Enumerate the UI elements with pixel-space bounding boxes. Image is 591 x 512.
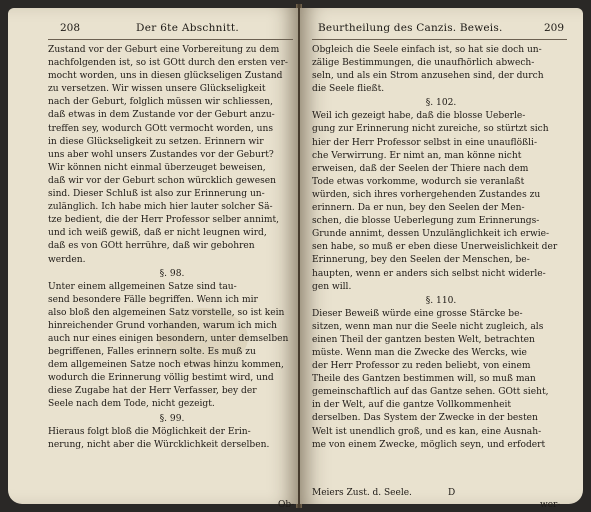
right-page-text <box>312 44 570 452</box>
text-line: begriffenen, Falles erinnern solte. Es muß zu <box>48 347 256 358</box>
left-running-title: Der 6te Abschnitt. <box>136 22 240 34</box>
left-page-number: 208 <box>60 22 81 34</box>
header-rule <box>312 39 567 40</box>
text-line: che Verwirrung. Er nimt an, man könne nicht <box>312 150 522 161</box>
left-page <box>8 8 298 510</box>
text-line: dem allgemeinen Satze noch etwas hinzu kommen, <box>48 360 284 371</box>
text-line: Hieraus folgt bloß die Möglichkeit der Erin- <box>48 426 251 437</box>
text-line: sind. Dieser Schluß ist also zur Erinnerung un- <box>48 189 265 200</box>
text-line: nachfolgenden ist, so ist GOtt durch den ersten ver- <box>48 58 289 69</box>
text-line: me von einem Zwecke, möglich seyn, und erfodert <box>312 439 546 450</box>
text-line: gung zur Erinnerung nicht zureiche, so stürtzt sich <box>312 124 549 135</box>
text-line: zälige Bestimmungen, die unaufhörlich abwech- <box>312 58 535 69</box>
text-line: Zustand vor der Geburt eine Vorbereitung zu dem <box>48 45 280 55</box>
text-line: hinreichender Grund vorhanden, warum ich mich <box>48 320 278 331</box>
text-line: einen Theil der gantzen besten Welt, betrachten <box>312 334 535 345</box>
text-line: daß wir vor der Geburt schon würcklich gewesen <box>48 175 277 186</box>
text-line: würden, sich ihres vorhergehenden Zustandes zu <box>312 189 541 200</box>
right-running-title: Beurtheilung des Canzis. Beweis. <box>318 22 503 34</box>
text-line: Theile des Gantzen bestimmen will, so muß man <box>312 374 536 385</box>
text-line: daß es von GOtt herrühre, daß wir gebohren <box>48 241 255 252</box>
text-line: Erinnerung, bey den Seelen der Menschen, be- <box>312 255 530 266</box>
section-heading: §. 110. <box>425 295 457 306</box>
text-line: Wir können nicht einmal überzeuget beweisen, <box>48 162 266 173</box>
text-line: sen habe, so muß er eben diese Unerweislichkeit der <box>312 242 558 253</box>
text-line: daß etwas in dem Zustande vor der Geburt anzu- <box>48 110 275 121</box>
text-line: wodurch die Erinnerung völlig bestimt wird, und <box>48 373 274 384</box>
text-line: zulänglich. Ich habe mich hier lauter solcher Sä- <box>48 202 273 213</box>
section-heading: §. 99. <box>159 413 185 424</box>
text-line: der Herr Professor zu reden beliebt, von einem <box>312 361 531 372</box>
text-line: hier der Herr Professor selbst in eine unauflößli- <box>312 137 538 148</box>
text-line: auch nur eines einigen besondern, unter demselben <box>48 333 289 344</box>
text-line: werden. <box>48 254 86 265</box>
text-line: uns aber wohl unsers Zustandes vor der Geburt? <box>48 149 274 160</box>
text-line: Dieser Beweiß würde eine grosse Stärcke be- <box>312 308 523 319</box>
text-line: tze bedient, die der Herr Professor selber annimt, <box>48 215 280 226</box>
text-line: Tode etwas vorkomme, wodurch sie veranlaßt <box>312 176 525 187</box>
text-line: Weil ich gezeigt habe, daß die blosse Ueberle- <box>312 111 526 122</box>
text-line: gemeinschaftlich auf das Gantze sehen. GOtt sieht, <box>312 387 549 398</box>
text-line: Welt ist unendlich groß, und es kan, eine Ausnah- <box>312 426 542 437</box>
signature-line: Meiers Zust. d. Seele. <box>312 488 412 498</box>
text-line: treffen sey, wodurch GOtt vermocht worden, uns <box>48 123 274 134</box>
text-line: mocht worden, uns in diesen glückseligen Zustand <box>48 71 283 82</box>
text-line: erinnern. Da er nun, bey den Seelen der Men- <box>312 203 525 214</box>
text-line: diese Zugabe hat der Herr Verfasser, bey der <box>48 386 257 397</box>
text-line: gen will. <box>312 281 352 292</box>
text-line: in der Welt, auf die gantze Vollkommenheit <box>312 400 512 411</box>
text-line: send besondere Fälle begriffen. Wenn ich mir <box>48 294 258 305</box>
catchword: Ob- <box>278 500 295 510</box>
text-line: Seele nach dem Tode, nicht gezeigt. <box>48 399 215 410</box>
left-page-text <box>48 44 296 452</box>
text-line: sitzen, wenn man nur die Seele nicht zugleich, als <box>312 321 544 332</box>
text-line: zu versetzen. Wir wissen unsere Glückseligkeit <box>48 84 266 95</box>
text-line: haupten, wenn er anders sich selbst nicht widerle- <box>312 268 546 279</box>
catchword: wer- <box>540 500 561 510</box>
text-line: seln, und als ein Strom anzusehen sind, der durch <box>312 71 544 82</box>
text-line: nerung, nicht aber die Würcklichkeit derselben. <box>48 439 270 450</box>
text-line: derselben. Das System der Zwecke in der besten <box>312 413 538 424</box>
text-line: in diese Glückseligkeit zu setzen. Erinnern wir <box>48 136 264 147</box>
text-line: Unter einem allgemeinen Satze sind tau- <box>48 281 237 292</box>
text-line: und ich weiß gewiß, daß er nicht leugnen wird, <box>48 228 267 239</box>
header-rule <box>48 39 293 40</box>
text-line: nach der Geburt, folglich müssen wir schliessen, <box>48 97 274 108</box>
right-page <box>300 8 583 510</box>
signature-mark: D <box>448 488 456 498</box>
text-line: Obgleich die Seele einfach ist, so hat sie doch un- <box>312 45 542 55</box>
text-line: schen, die blosse Ueberlegung zum Erinnerungs- <box>312 216 540 227</box>
text-line: also bloß den algemeinen Satz vorstelle, so ist kein <box>48 307 285 318</box>
text-line: Grunde annimt, dessen Unzulänglichkeit ich erwie- <box>312 229 550 240</box>
text-line: erweisen, daß der Seelen der Thiere nach dem <box>312 163 529 174</box>
section-heading: §. 98. <box>159 268 185 279</box>
section-heading: §. 102. <box>425 98 457 109</box>
right-page-number: 209 <box>544 22 565 34</box>
text-line: müste. Wenn man die Zwecke des Wercks, wie <box>312 347 527 358</box>
text-line: die Seele fließt. <box>312 84 385 95</box>
